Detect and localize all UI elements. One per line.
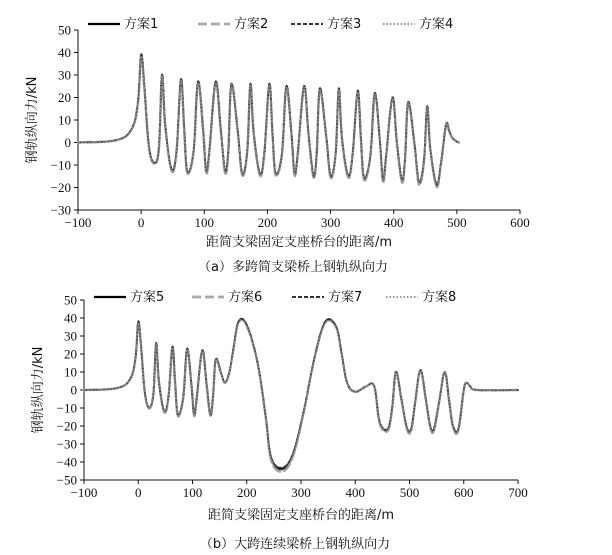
- y-axis-title: 钢轨纵向力/kN: [25, 76, 40, 164]
- x-tick-label: −100: [70, 485, 98, 500]
- x-tick-label: 700: [508, 485, 528, 500]
- series-line-7: [84, 319, 518, 468]
- legend-label: 方案5: [130, 290, 165, 305]
- y-tick-label: 40: [58, 45, 71, 60]
- series-line-4: [78, 56, 459, 186]
- y-tick-label: 30: [64, 328, 77, 344]
- y-tick-label: 20: [58, 90, 71, 105]
- legend-label: 方案8: [422, 290, 457, 305]
- x-tick-label: 300: [320, 215, 341, 230]
- chart-caption: （a）多跨简支梁桥上钢轨纵向力: [198, 260, 388, 275]
- x-tick-label: 100: [194, 215, 215, 230]
- y-axis-title: 钢轨纵向力/kN: [31, 346, 46, 434]
- y-tick-label: −20: [56, 418, 77, 434]
- x-tick-label: 200: [237, 485, 257, 500]
- y-tick-label: −10: [56, 400, 77, 416]
- x-tick-label: 0: [135, 485, 142, 500]
- legend-label: 方案6: [228, 290, 263, 305]
- x-tick-label: 0: [137, 215, 145, 230]
- series-line-5: [84, 319, 518, 470]
- y-tick-label: 20: [64, 346, 77, 362]
- y-tick-label: 10: [58, 112, 71, 128]
- y-tick-label: 0: [70, 382, 77, 398]
- x-tick-label: 500: [447, 215, 467, 230]
- y-tick-label: −50: [56, 472, 77, 488]
- y-tick-label: 40: [64, 310, 77, 326]
- x-tick-label: 600: [510, 215, 530, 230]
- x-tick-label: −100: [64, 215, 92, 230]
- x-tick-label: 100: [182, 485, 203, 500]
- series-line-8: [84, 320, 518, 470]
- y-tick-label: −30: [56, 436, 77, 452]
- legend-label: 方案3: [327, 17, 362, 32]
- x-tick-label: 400: [383, 215, 404, 230]
- legend-label: 方案2: [234, 17, 269, 32]
- legend-label: 方案7: [328, 290, 363, 305]
- y-tick-label: 50: [58, 22, 71, 38]
- y-tick-label: 0: [64, 135, 71, 150]
- y-tick-label: −40: [56, 454, 77, 470]
- y-tick-label: −10: [50, 157, 71, 173]
- x-tick-label: 200: [257, 215, 278, 230]
- x-tick-label: 500: [399, 485, 420, 500]
- chart-caption: （b）大跨连续梁桥上钢轨纵向力: [199, 537, 391, 552]
- series-line-6: [84, 319, 518, 471]
- y-tick-label: 10: [64, 364, 77, 380]
- chart-1: [24, 17, 530, 275]
- legend-label: 方案4: [419, 17, 454, 32]
- y-tick-label: 50: [64, 292, 77, 308]
- legend-label: 方案1: [124, 17, 159, 32]
- x-tick-label: 300: [291, 485, 311, 500]
- y-tick-label: 30: [58, 67, 71, 83]
- y-tick-label: −20: [50, 180, 71, 195]
- x-tick-label: 600: [454, 485, 474, 500]
- x-axis-title: 距简支梁固定支座桥台的距离/m: [205, 235, 393, 250]
- x-axis-title: 距简支梁固定支座桥台的距离/m: [207, 508, 395, 523]
- y-tick-label: −30: [50, 202, 71, 218]
- x-tick-label: 400: [345, 485, 365, 500]
- chart-2: [30, 290, 528, 552]
